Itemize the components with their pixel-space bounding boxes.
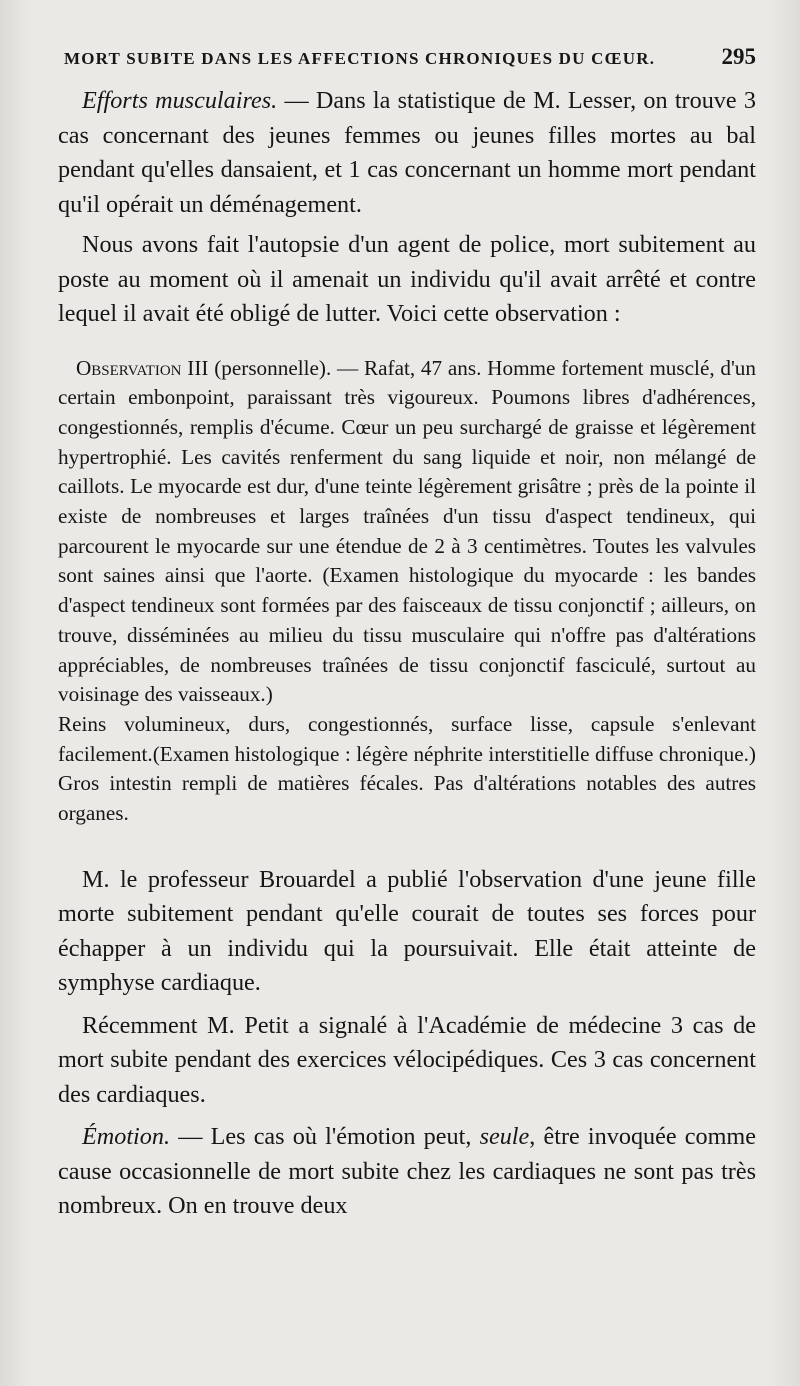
observation-text: Reins volumineux, durs, congestionnés, surface lisse, capsule s'enlevant facilement.(Examen histologique : légère néphrite interstitielle diffuse chronique.) Gros intestin rempli de matières fécales. Pas d'altérations notables des autres organes. — [58, 711, 756, 826]
emphasis-seule: seule — [479, 1123, 530, 1151]
paragraph-text-a: — Les cas où l'émotion peut, — [170, 1123, 480, 1151]
paragraph-text: Nous avons fait l'autopsie d'un agent de police, mort subitement au poste au moment où il amenait un individu qu'il avait arrêté et contre lequel il avait été obligé de lutter. Voici cette observation : — [58, 231, 756, 327]
paragraph-efforts-musculaires — [58, 84, 756, 222]
paragraph-emotion — [58, 1120, 756, 1224]
paragraph-text: Récemment M. Petit a signalé à l'Académie de médecine 3 cas de mort subite pendant des exercices vélocipédiques. Ces 3 cas concernent des cardiaques. — [58, 1011, 756, 1108]
running-title: MORT SUBITE DANS LES AFFECTIONS CHRONIQUES DU CŒUR. — [64, 49, 656, 68]
observation-text: III (personnelle). — Rafat, 47 ans. Homme fortement musclé, d'un certain embonpoint, paraissant très vigoureux. Poumons libres d'adhérences, congestionnés, remplis d'écume. Cœur un peu surchargé de graisse et légèrement hypertrophié. Les cavités renferment du sang liquide et noir, non mélangé de caillots. Le myocarde est dur, d'une teinte légèrement grisâtre ; près de la pointe il existe de nombreuses et larges traînées d'un tissu d'aspect tendineux, qui parcourent le myocarde sur une étendue de 2 à 3 centimètres. Toutes les valvules sont saines ainsi que l'aorte. (Examen histologique du myocarde : les bandes d'aspect tendineux sont formées par des faisceaux de tissu conjonctif ; ailleurs, on trouve, disséminées au milieu du tissu musculaire qui n'offre pas d'altérations appréciables, de nombreuses traînées de tissu conjonctif fasciculé, surtout au voisinage des vaisseaux.) — [58, 355, 756, 707]
paragraph-text: — Dans la statistique de M. Lesser, on trouve 3 cas concernant des jeunes femmes ou jeunes filles mortes au bal pendant qu'elles dansaient, et 1 cas concernant un homme mort pendant qu'il opérait un déménagement. — [58, 87, 756, 218]
section-lead-emotion: Émotion. — [82, 1123, 171, 1151]
page-number: 295 — [721, 44, 756, 69]
paragraph-petit — [58, 1009, 756, 1113]
running-head — [64, 44, 756, 70]
paragraph-brouardel — [58, 863, 756, 1001]
observation-label: Observation — [76, 355, 182, 380]
paragraph-text: M. le professeur Brouardel a publié l'observation d'une jeune fille morte subitement pendant qu'elle courait de toutes ses forces pour échapper à un individu qui la poursuivait. Elle était atteinte de symphyse cardiaque. — [58, 865, 756, 997]
observation-block — [58, 354, 756, 710]
paragraph-autopsie — [58, 228, 756, 332]
paragraph-text-b: , être invoquée comme cause occasionnelle de mort subite chez les cardiaques ne sont pas très nombreux. On en trouve deux — [58, 1123, 756, 1220]
observation-continuation — [58, 710, 756, 829]
section-lead-efforts: Efforts musculaires. — [82, 87, 278, 114]
